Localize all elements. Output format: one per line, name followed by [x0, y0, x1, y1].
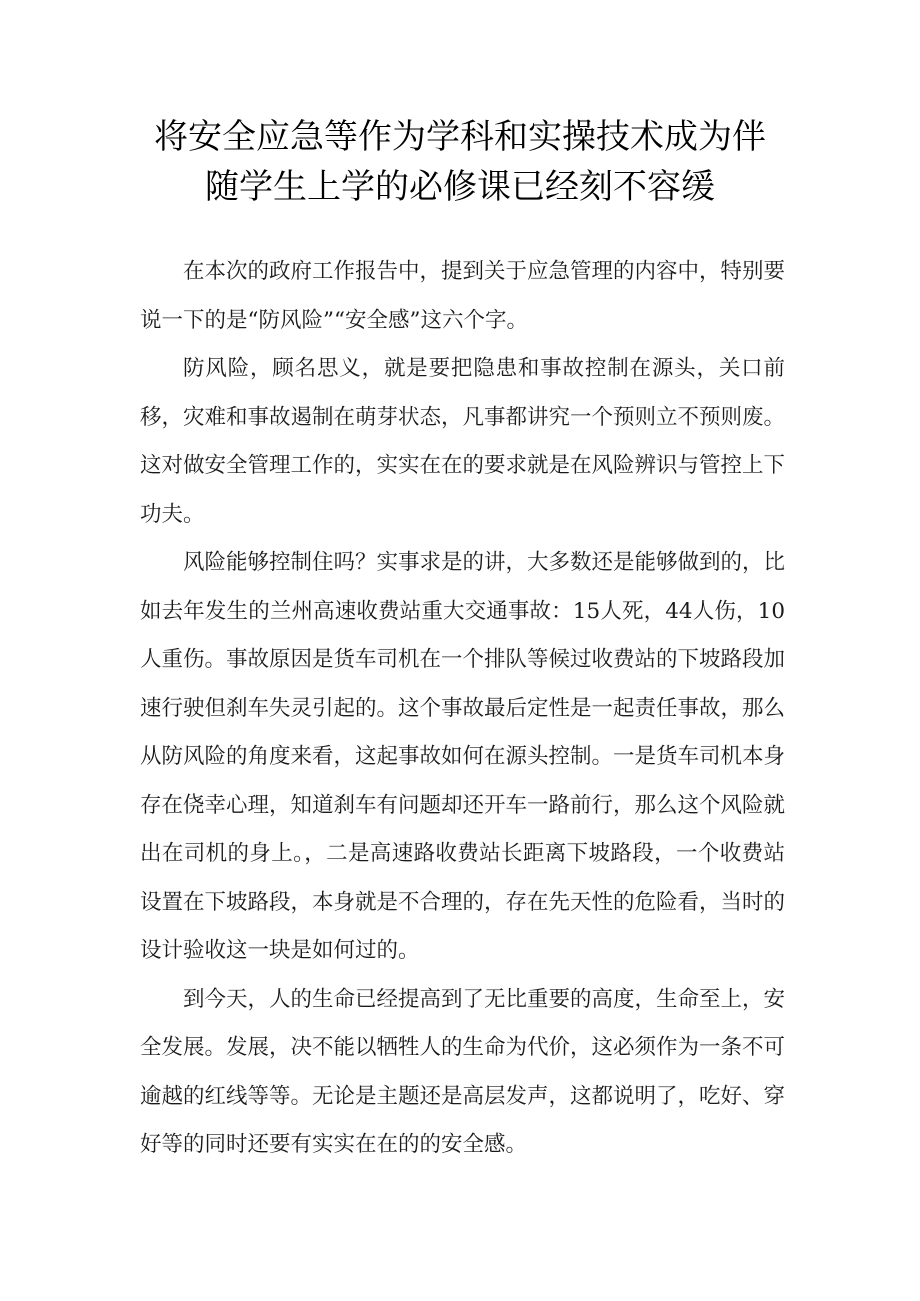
- document-body: [140, 248, 785, 1170]
- paragraph: 防风险，顾名思义，就是要把隐患和事故控制在源头，关口前移，灾难和事故遏制在萌芽状态，凡事都讲究一个预则立不预则废。这对做安全管理工作的，实实在在的要求就是在风险辨识与管控上下功夫。: [140, 356, 786, 527]
- title-line-1: 将安全应急等作为学科和实操技术成为伴: [154, 117, 766, 157]
- title-line-2: 随学生上学的必修课已经刻不容缓: [205, 167, 715, 207]
- document-title: [100, 112, 820, 212]
- paragraph: 风险能够控制住吗？实事求是的讲，大多数还是能够做到的，比如去年发生的兰州高速收费站重大交通事故：15人死，44人伤，10人重伤。事故原因是货车司机在一个排队等候过收费站的下坡路段加速行驶但刹车失灵引起的。这个事故最后定性是一起责任事故，那么从防风险的角度来看，这起事故如何在源头控制。一是货车司机本身存在侥幸心理，知道刹车有问题却还开车一路前行，那么这个风险就出在司机的身上。，二是高速路收费站长距离下坡路段，一个收费站设置在下坡路段，本身就是不合理的，存在先天性的危险看，当时的设计验收这一块是如何过的。: [140, 550, 786, 963]
- paragraph: 到今天，人的生命已经提高到了无比重要的高度，生命至上，安全发展。发展，决不能以牺牲人的生命为代价，这必须作为一条不可逾越的红线等等。无论是主题还是高层发声，这都说明了，吃好、穿好等的同时还要有实实在在的的安全感。: [140, 986, 786, 1157]
- paragraph: 在本次的政府工作报告中，提到关于应急管理的内容中，特别要说一下的是“防风险”“安全感”这六个字。: [140, 259, 786, 333]
